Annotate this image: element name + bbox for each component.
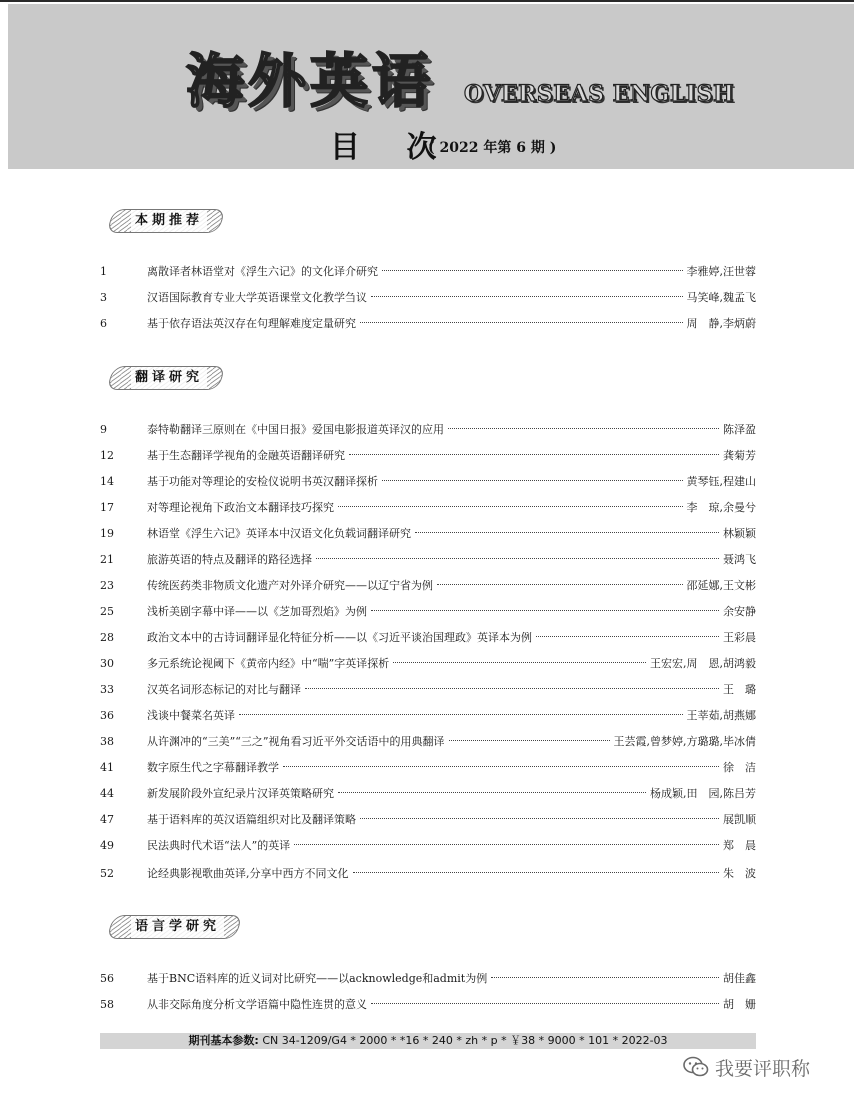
entry-page: 6 <box>100 317 107 330</box>
entry-title: 汉语国际教育专业大学英语课堂文化教学刍议 <box>147 291 367 304</box>
entry-title: 新发展阶段外宣纪录片汉译英策略研究 <box>147 787 334 800</box>
entry-page: 9 <box>100 423 107 436</box>
dot-leader <box>338 792 646 793</box>
dot-leader <box>448 428 719 429</box>
entry-title: 基于生态翻译学视角的金融英语翻译研究 <box>147 449 345 462</box>
entry-title: 汉英名词形态标记的对比与翻译 <box>147 683 301 696</box>
entry-page: 41 <box>100 761 114 774</box>
entry-title: 对等理论视角下政治文本翻译技巧探究 <box>147 501 334 514</box>
toc-entry[interactable] <box>100 629 756 647</box>
dot-leader <box>491 977 719 978</box>
entry-authors: 龚菊芳 <box>723 449 756 462</box>
params-value: CN 34-1209/G4 * 2000 * *16 * 240 * zh * p * ￥38 * 9000 * 101 * 2022-03 <box>262 1034 668 1047</box>
entry-page: 25 <box>100 605 114 618</box>
toc-entry[interactable] <box>100 733 756 751</box>
journal-logo-english: OVERSEAS ENGLISH <box>464 81 735 107</box>
entry-page: 12 <box>100 449 114 462</box>
entry-page: 23 <box>100 579 114 592</box>
entry-title: 数字原生代之字幕翻译教学 <box>147 761 279 774</box>
entry-title: 离散译者林语堂对《浮生六记》的文化译介研究 <box>147 265 378 278</box>
toc-entry[interactable] <box>100 603 756 621</box>
dot-leader <box>371 1003 719 1004</box>
entry-page: 1 <box>100 265 107 278</box>
toc-entry[interactable] <box>100 551 756 569</box>
entry-title: 论经典影视歌曲英译,分享中西方不同文化 <box>147 867 349 880</box>
toc-entry[interactable] <box>100 707 756 725</box>
entry-title: 从许渊冲的“三美”“三之”视角看习近平外交话语中的用典翻译 <box>147 735 445 748</box>
toc-entry[interactable] <box>100 315 756 333</box>
dot-leader <box>393 662 646 663</box>
dot-leader <box>294 844 719 845</box>
dot-leader <box>316 558 719 559</box>
entry-page: 21 <box>100 553 114 566</box>
dot-leader <box>382 480 683 481</box>
journal-logo-chinese: 海外英语 <box>186 47 435 115</box>
entry-page: 28 <box>100 631 114 644</box>
dot-leader <box>371 610 719 611</box>
entry-page: 52 <box>100 867 114 880</box>
entry-authors: 王 璐 <box>723 683 756 696</box>
section-heading-recommended <box>106 209 226 233</box>
entry-authors: 朱 波 <box>723 867 756 880</box>
entry-authors: 胡佳鑫 <box>723 972 756 985</box>
dot-leader <box>449 740 610 741</box>
entry-authors: 余安静 <box>723 605 756 618</box>
entry-page: 49 <box>100 839 114 852</box>
entry-authors: 李雅婷,汪世蓉 <box>686 265 756 278</box>
watermark <box>683 1052 810 1082</box>
section-heading-label: 本期推荐 <box>131 210 207 232</box>
top-rule <box>0 0 854 2</box>
entry-title: 浅谈中餐菜名英译 <box>147 709 235 722</box>
entry-title: 传统医药类非物质文化遗产对外译介研究——以辽宁省为例 <box>147 579 433 592</box>
toc-entry[interactable] <box>100 577 756 595</box>
dot-leader <box>371 296 683 297</box>
section-heading-linguistics <box>106 915 243 939</box>
toc-entry[interactable] <box>100 525 756 543</box>
entry-page: 14 <box>100 475 114 488</box>
entry-title: 泰特勒翻译三原则在《中国日报》爱国电影报道英译汉的应用 <box>147 423 444 436</box>
toc-entry[interactable] <box>100 785 756 803</box>
dot-leader <box>536 636 719 637</box>
entry-title: 多元系统论视阈下《黄帝内经》中“喘”字英译探析 <box>147 657 390 670</box>
entry-page: 30 <box>100 657 114 670</box>
dot-leader <box>283 766 719 767</box>
entry-authors: 展凯顺 <box>723 813 756 826</box>
entry-title: 政治文本中的古诗词翻译显化特征分析——以《习近平谈治国理政》英译本为例 <box>147 631 532 644</box>
entry-authors: 周 静,李炳蔚 <box>686 317 756 330</box>
toc-entry[interactable] <box>100 681 756 699</box>
wechat-icon <box>683 1056 709 1078</box>
entry-title: 民法典时代术语“法人”的英译 <box>147 839 291 852</box>
toc-entry[interactable] <box>100 970 756 988</box>
entry-page: 56 <box>100 972 114 985</box>
entry-authors: 郑 晨 <box>723 839 756 852</box>
entry-title: 基于BNC语料库的近义词对比研究——以acknowledge和admit为例 <box>147 972 488 985</box>
dot-leader <box>360 818 719 819</box>
entry-title: 基于依存语法英汉存在句理解难度定量研究 <box>147 317 356 330</box>
dot-leader <box>360 322 683 323</box>
entry-title: 基于功能对等理论的安检仪说明书英汉翻译探析 <box>147 475 378 488</box>
journal-parameters-bar <box>100 1033 756 1049</box>
toc-entry[interactable] <box>100 811 756 829</box>
entry-authors: 邵延娜,王文彬 <box>686 579 756 592</box>
entry-authors: 王芸霞,曾梦婷,方璐璐,毕冰倩 <box>613 735 756 748</box>
entry-page: 3 <box>100 291 107 304</box>
entry-page: 44 <box>100 787 114 800</box>
dot-leader <box>353 872 720 873</box>
entry-title: 从非交际角度分析文学语篇中隐性连贯的意义 <box>147 998 367 1011</box>
entry-page: 36 <box>100 709 114 722</box>
entry-authors: 胡 姗 <box>723 998 756 1011</box>
dot-leader <box>338 506 683 507</box>
toc-entry[interactable] <box>100 447 756 465</box>
section-heading-translation <box>106 366 226 390</box>
entry-page: 38 <box>100 735 114 748</box>
dot-leader <box>305 688 719 689</box>
entry-authors: 王彩晨 <box>723 631 756 644</box>
toc-entry[interactable] <box>100 655 756 673</box>
toc-entry[interactable] <box>100 263 756 281</box>
toc-entry[interactable] <box>100 499 756 517</box>
toc-entry[interactable] <box>100 421 756 439</box>
dot-leader <box>415 532 719 533</box>
dot-leader <box>437 584 683 585</box>
toc-entry[interactable] <box>100 996 756 1014</box>
toc-entry[interactable] <box>100 837 756 855</box>
entry-authors: 李 琼,余曼兮 <box>686 501 756 514</box>
entry-authors: 林颖颖 <box>723 527 756 540</box>
entry-authors: 聂鸿飞 <box>723 553 756 566</box>
entry-page: 58 <box>100 998 114 1011</box>
issue-label: ( 2022 年第 6 期 ) <box>428 140 557 156</box>
toc-entry[interactable] <box>100 289 756 307</box>
dot-leader <box>239 714 683 715</box>
entry-page: 47 <box>100 813 114 826</box>
dot-leader <box>349 454 719 455</box>
journal-header <box>8 4 854 169</box>
entry-authors: 黄琴钰,程建山 <box>686 475 756 488</box>
entry-authors: 徐 洁 <box>723 761 756 774</box>
dot-leader <box>382 270 683 271</box>
params-label: 期刊基本参数: <box>188 1034 259 1047</box>
entry-title: 林语堂《浮生六记》英译本中汉语文化负载词翻译研究 <box>147 527 411 540</box>
section-heading-label: 翻译研究 <box>131 367 207 389</box>
entry-title: 浅析美剧字幕中译——以《芝加哥烈焰》为例 <box>147 605 367 618</box>
entry-authors: 杨成颖,田 园,陈吕芳 <box>650 787 756 800</box>
entry-page: 33 <box>100 683 114 696</box>
entry-title: 旅游英语的特点及翻译的路径选择 <box>147 553 312 566</box>
entry-authors: 陈泽盈 <box>723 423 756 436</box>
toc-entry[interactable] <box>100 865 756 883</box>
entry-authors: 王莘茹,胡燕娜 <box>686 709 756 722</box>
entry-page: 19 <box>100 527 114 540</box>
section-heading-label: 语言学研究 <box>131 916 224 938</box>
toc-entry[interactable] <box>100 759 756 777</box>
entry-title: 基于语料库的英汉语篇组织对比及翻译策略 <box>147 813 356 826</box>
toc-title: 目 次 <box>330 130 455 165</box>
entry-authors: 马笑峰,魏孟飞 <box>686 291 756 304</box>
watermark-text: 我要评职称 <box>715 1057 811 1080</box>
entry-page: 17 <box>100 501 114 514</box>
entry-authors: 王宏宏,周 恩,胡鸿毅 <box>650 657 756 670</box>
toc-entry[interactable] <box>100 473 756 491</box>
